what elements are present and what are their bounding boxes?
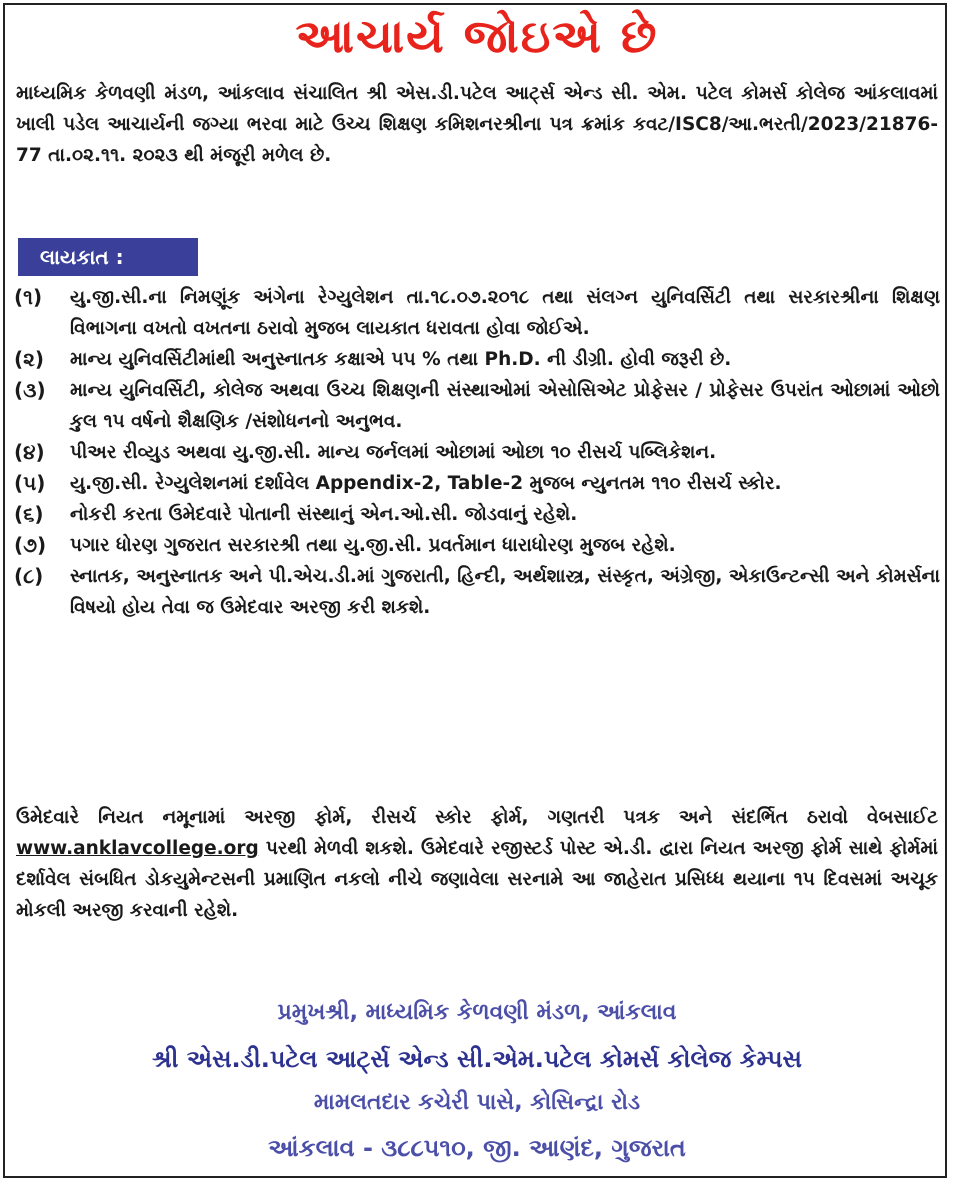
list-item xyxy=(14,561,940,623)
list-item xyxy=(14,282,940,344)
intro-paragraph: માધ્યમિક કેળવણી મંડળ, આંકલાવ સંચાલિત શ્રી એસ.ડી.પટેલ આર્ટ્સ એન્ડ સી. એમ. પટેલ કોમર્સ કોલેજ આંકલાવમાં ખાલી પડેલ આચાર્યની જગ્યા ભરવા માટે ઉચ્ચ શિક્ષણ કમિશનરશ્રીના પત્ર ક્રમાંક કવટ/ISC8/આ.ભરતી/2023/21876-77 તા.૦૨.૧૧. ૨૦૨૩ થી મંજૂરી મળેલ છે. xyxy=(16,83,938,166)
item-text: પગાર ધોરણ ગુજરાત સરકારશ્રી તથા યુ.જી.સી. પ્રવર્તમાન ધારાધોરણ મુજબ રહેશે. xyxy=(70,535,676,556)
item-number: (૪) xyxy=(14,440,45,464)
item-number: (૩) xyxy=(14,378,46,402)
qualification-badge: લાયકાત : xyxy=(18,238,198,276)
item-text: પીઅર રીવ્યુડ અથવા યુ.જી.સી. માન્ય જર્નલમાં ઓછામાં ઓછા ૧૦ રીસર્ચ પબ્લિકેશન. xyxy=(70,442,717,463)
footer-authority: પ્રમુખશ્રી, માધ્યમિક કેળવણી મંડળ, આંકલાવ xyxy=(277,1000,677,1025)
footer-address-line: મામલતદાર કચેરી પાસે, કોસિન્દ્રા રોડ xyxy=(313,1090,641,1115)
instructions-text-continued: પરથી મેળવી શકશે. ઉમેદવારે રજીસ્ટર્ડ પોસ્ટ એ.ડી. દ્વારા નિયત અરજી ફોર્મ સાથે ફોર્મમાં દર્શાવેલ સંબધિત ડોકયુમેન્ટસની પ્રમાણિત નકલો નીચે જણાવેલા સરનામે આ જાહેરાત પ્રસિધ્ધ થયાના ૧૫ દિવસમાં અચૂક મોકલી અરજી કરવાની રહેશે. xyxy=(16,838,938,921)
advertisement-title: આચાર્ય જોઇએ છે xyxy=(295,9,659,63)
instructions-text: ઉમેદવારે નિયત નમૂનામાં અરજી ફોર્મ, રીસર્ચ સ્કોર ફોર્મ, ગણતરી પત્રક અને સંદર્ભિત ઠરાવો વેબસાઈટ xyxy=(16,807,938,828)
item-text: યુ.જી.સી. રેગ્યુલેશનમાં દર્શાવેલ Appendix-2, Table-2 મુજબ ન્યુનતમ ૧૧૦ રીસર્ચ સ્કોર. xyxy=(70,473,782,494)
list-item xyxy=(14,468,940,499)
item-number: (૧) xyxy=(14,285,43,309)
footer-city-line: આંકલાવ - ૩૮૮૫૧૦, જી. આણંદ, ગુજરાત xyxy=(268,1134,686,1162)
application-instructions xyxy=(16,802,938,926)
website-link[interactable]: www.anklavcollege.org xyxy=(16,838,259,859)
item-text: યુ.જી.સી.ના નિમણૂંક અંગેના રેગ્યુલેશન તા.૧૮.૦૭.૨૦૧૮ તથા સંલગ્ન યુનિવર્સિટી તથા સરકારશ્રીના શિક્ષણ વિભાગના વખતો વખતના ઠરાવો મુજબ લાયકાત ધરાવતા હોવા જોઈએ. xyxy=(70,287,940,339)
list-item xyxy=(14,344,940,375)
item-number: (૭) xyxy=(14,533,47,557)
list-item xyxy=(14,530,940,561)
item-number: (૨) xyxy=(14,347,45,371)
item-text: નોકરી કરતા ઉમેદવારે પોતાની સંસ્થાનું એન.ઓ.સી. જોડવાનું રહેશે. xyxy=(70,504,578,525)
list-item xyxy=(14,437,940,468)
item-text: માન્ય યુનિવર્સિટી, કોલેજ અથવા ઉચ્ચ શિક્ષણની સંસ્થાઓમાં એસોસિએટ પ્રોફેસર / પ્રોફેસર ઉપરાંત ઓછામાં ઓછો કુલ ૧૫ વર્ષનો શૈક્ષણિક /સંશોધનનો અનુભવ. xyxy=(70,380,940,432)
list-item xyxy=(14,375,940,437)
item-text: સ્નાતક, અનુસ્નાતક અને પી.એચ.ડી.માં ગુજરાતી, હિન્દી, અર્થશાસ્ત્ર, સંસ્કૃત, અંગ્રેજી, એકાઉન્ટન્સી અને કોમર્સના વિષયો હોય તેવા જ ઉમેદવાર અરજી કરી શકશે. xyxy=(70,566,940,618)
qualification-list xyxy=(14,282,940,623)
footer-college-name: શ્રી એસ.ડી.પટેલ આર્ટ્સ એન્ડ સી.એમ.પટેલ કોમર્સ કોલેજ કેમ્પસ xyxy=(152,1045,802,1073)
item-number: (૬) xyxy=(14,502,44,526)
item-text: માન્ય યુનિવર્સિટીમાંથી અનુસ્નાતક કક્ષાએ ૫૫ % તથા Ph.D. ની ડીગ્રી. હોવી જરૂરી છે. xyxy=(70,349,732,370)
list-item xyxy=(14,499,940,530)
item-number: (૮) xyxy=(14,564,44,588)
item-number: (૫) xyxy=(14,471,46,495)
